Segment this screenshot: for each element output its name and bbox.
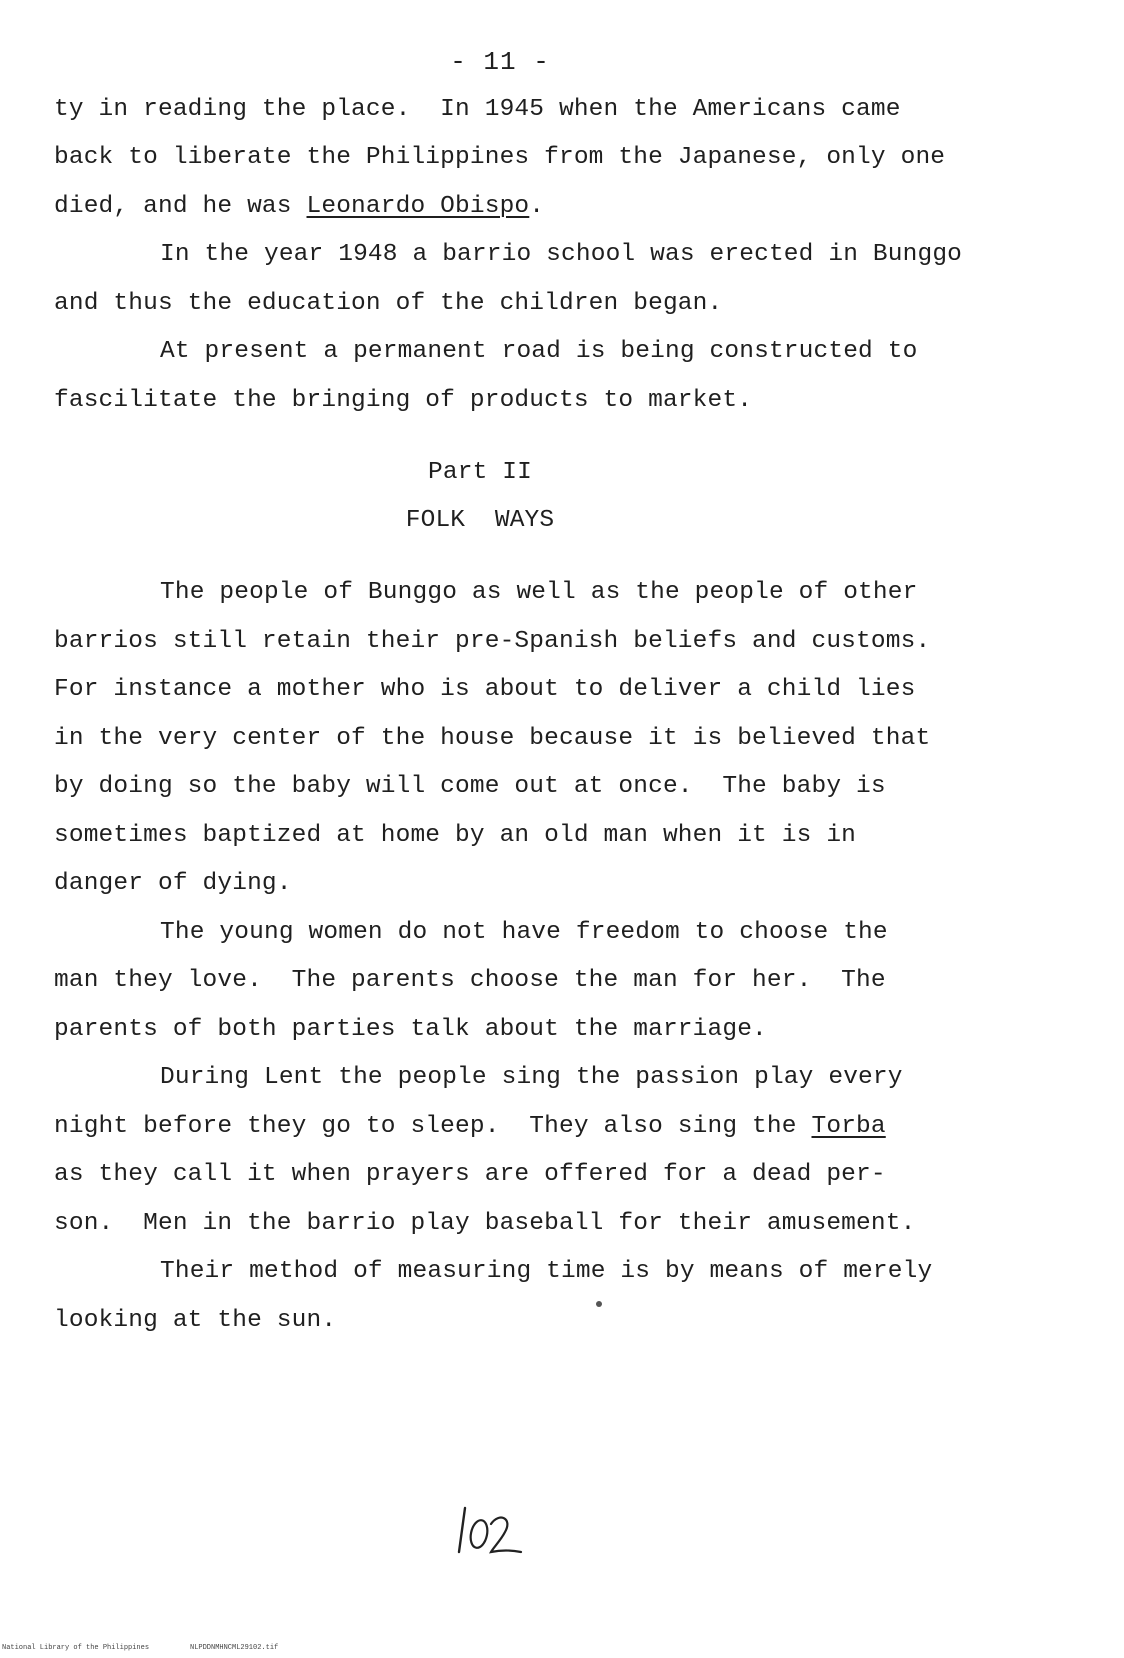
text-line: The young women do not have freedom to choose the xyxy=(160,919,888,946)
section-heading: FOLK WAYS xyxy=(405,507,555,534)
text-segment: died, and he was xyxy=(54,193,307,220)
page-number: - 11 - xyxy=(450,47,550,77)
footer-file-id: NLPDDNMHNCML29102.tif xyxy=(190,1644,279,1652)
text-line: looking at the sun. xyxy=(54,1307,337,1334)
ink-speck xyxy=(596,1301,602,1307)
text-line: At present a permanent road is being constructed to xyxy=(160,338,918,365)
part-heading: Part II xyxy=(428,459,532,486)
text-line: danger of dying. xyxy=(54,870,292,897)
text-line: as they call it when prayers are offered for a dead per- xyxy=(54,1161,886,1188)
text-line xyxy=(54,1110,886,1144)
handwritten-page-number xyxy=(455,1500,525,1560)
text-line: and thus the education of the children began. xyxy=(54,290,723,317)
text-line: In the year 1948 a barrio school was erected in Bunggo xyxy=(160,241,963,268)
text-line: man they love. The parents choose the man for her. The xyxy=(54,967,886,994)
footer-library: National Library of the Philippines xyxy=(2,1644,150,1652)
underlined-term: Torba xyxy=(811,1113,886,1140)
text-segment: . xyxy=(529,193,545,220)
text-line: parents of both parties talk about the marriage. xyxy=(54,1016,767,1043)
text-line xyxy=(54,190,544,224)
text-segment: night before they go to sleep. They also sing the xyxy=(54,1113,812,1140)
text-line: sometimes baptized at home by an old man when it is in xyxy=(54,822,857,849)
text-line: Their method of measuring time is by means of merely xyxy=(160,1258,933,1285)
text-line: in the very center of the house because it is believed that xyxy=(54,725,931,752)
text-line: son. Men in the barrio play baseball for their amusement. xyxy=(54,1210,916,1237)
text-line: The people of Bunggo as well as the people of other xyxy=(160,579,918,606)
text-line: fascilitate the bringing of products to market. xyxy=(54,387,753,414)
underlined-name: Leonardo Obispo xyxy=(306,193,530,220)
text-line: ty in reading the place. In 1945 when the Americans came xyxy=(54,96,901,123)
text-line: barrios still retain their pre-Spanish beliefs and customs. xyxy=(54,628,931,655)
text-line: back to liberate the Philippines from the Japanese, only one xyxy=(54,144,946,171)
text-line: For instance a mother who is about to deliver a child lies xyxy=(54,676,916,703)
handwritten-number-graphic xyxy=(455,1500,525,1560)
text-line: by doing so the baby will come out at once. The baby is xyxy=(54,773,886,800)
text-line: During Lent the people sing the passion play every xyxy=(160,1064,903,1091)
